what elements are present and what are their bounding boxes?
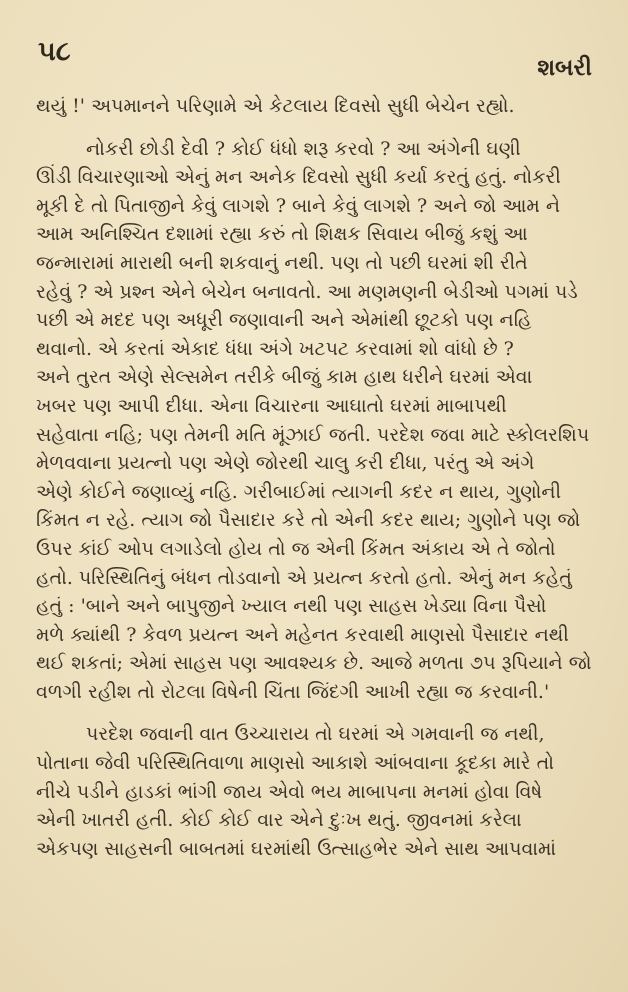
text-line: હતું : 'બાને અને બાપુજીને ખ્યાલ નથી પણ સાહસ ખેડ્યા વિના પૈસો bbox=[36, 595, 547, 618]
running-title: શબરી bbox=[537, 54, 592, 81]
text-line: સહેવાતા નહિ; પણ તેમની મતિ મૂંઝાઈ જતી. પરદેશ જવા માટે સ્કોલરશિપ bbox=[36, 423, 590, 446]
text-line: થઈ શકતાં; એમાં સાહસ પણ આવશ્યક છે. આજે મળતા ૭૫ રૂપિયાને જો bbox=[36, 652, 592, 675]
text-line: થયું !' અપમાનને પરિણામે એ કેટલાય દિવસો સુધી બેચેન રહ્યો. bbox=[36, 95, 515, 117]
text-line: નીચે પડીને હાડકાં ભાંગી જાય એવો ભય માબાપના મનમાં હોવા વિષે bbox=[36, 780, 543, 803]
text-line: રહેવું ? એ પ્રશ્ન એને બેચેન બનાવતો. આ મણમણની બેડીઓ પગમાં પડે bbox=[36, 280, 578, 303]
text-line: મૂકી દે તો પિતાજીને કેવું લાગશે ? બાને કેવું લાગશે ? અને જો આમ ને bbox=[36, 194, 561, 217]
paragraph-gap bbox=[36, 121, 596, 135]
page-number: ૫૮ bbox=[38, 36, 71, 67]
paragraph-3 bbox=[36, 720, 596, 863]
text-line: અને તુરત એણે સેલ્સમેન તરીકે બીજું કામ હાથ ધરીને ઘરમાં એવા bbox=[36, 366, 533, 389]
text-line: મળે ક્યાંથી ? કેવળ પ્રયત્ન અને મહેનત કરવાથી માણસો પૈસાદાર નથી bbox=[36, 623, 569, 646]
text-line: ઊંડી વિચારણાઓ એનું મન અનેક દિવસો સુધી કર્યા કરતું હતું. નોકરી bbox=[36, 166, 561, 189]
text-line: કિંમત ન રહે. ત્યાગ જો પૈસાદાર કરે તો એની કદર થાય; ગુણોને પણ જો bbox=[36, 509, 581, 532]
text-line: પછી એ મદદ પણ અધૂરી જણાવાની અને એમાંથી છૂટકો પણ નહિ bbox=[36, 309, 532, 332]
text-line: ઉપર કાંઈ ઓપ લગાડેલો હોય તો જ એની કિંમત અંકાય એ તે જોતો bbox=[36, 537, 556, 560]
text-line: પોતાના જેવી પરિસ્થિતિવાળા માણસો આકાશે આંબવાના કૂદકા મારે તો bbox=[36, 752, 555, 775]
text-line: એની ખાતરી હતી. કોઈ કોઈ વાર એને દુઃખ થતું. જીવનમાં કરેલા bbox=[36, 809, 522, 832]
text-line: આમ અનિશ્ચિત દશામાં રહ્યા કરું તો શિક્ષક સિવાય બીજું કશું આ bbox=[36, 223, 528, 246]
text-line: એકપણ સાહસની બાબતમાં ઘરમાંથી ઉત્સાહભેર એને સાથ આપવામાં bbox=[36, 837, 557, 860]
text-line: પરદેશ જવાની વાત ઉચ્ચારાય તો ઘરમાં એ ગમવાની જ નથી, bbox=[86, 723, 545, 746]
text-line: ખબર પણ આપી દીધા. એના વિચારના આઘાતો ઘરમાં માબાપથી bbox=[36, 394, 507, 417]
paragraph-2 bbox=[36, 135, 596, 707]
text-line: નોકરી છોડી દેવી ? કોઈ ધંધો શરૂ કરવો ? આ અંગેની ઘણી bbox=[86, 137, 521, 160]
text-line: એણે કોઈને જણાવ્યું નહિ. ગરીબાઈમાં ત્યાગની કદર ન થાય, ગુણોની bbox=[36, 480, 562, 503]
text-line: હતો. પરિસ્થિતિનું બંધન તોડવાનો એ પ્રયત્ન કરતો હતો. એનું મન કહેતું bbox=[36, 566, 572, 589]
text-line: થવાનો. એ કરતાં એકાદ ધંધા અંગે ખટપટ કરવામાં શો વાંધો છે ? bbox=[36, 337, 514, 360]
text-line: વળગી રહીશ તો રોટલા વિષેની ચિંતા જિંદગી આખી રહ્યા જ કરવાની.' bbox=[36, 680, 550, 703]
text-line: જન્મારામાં મારાથી બની શકવાનું નથી. પણ તો પછી ઘરમાં શી રીતે bbox=[36, 251, 528, 274]
body-text bbox=[36, 92, 596, 863]
paragraph-gap bbox=[36, 706, 596, 720]
text-line: મેળવવાના પ્રયત્નો પણ એણે જોરથી ચાલુ કરી દીધા, પરંતુ એ અંગે bbox=[36, 452, 535, 475]
paragraph-1 bbox=[36, 92, 596, 121]
